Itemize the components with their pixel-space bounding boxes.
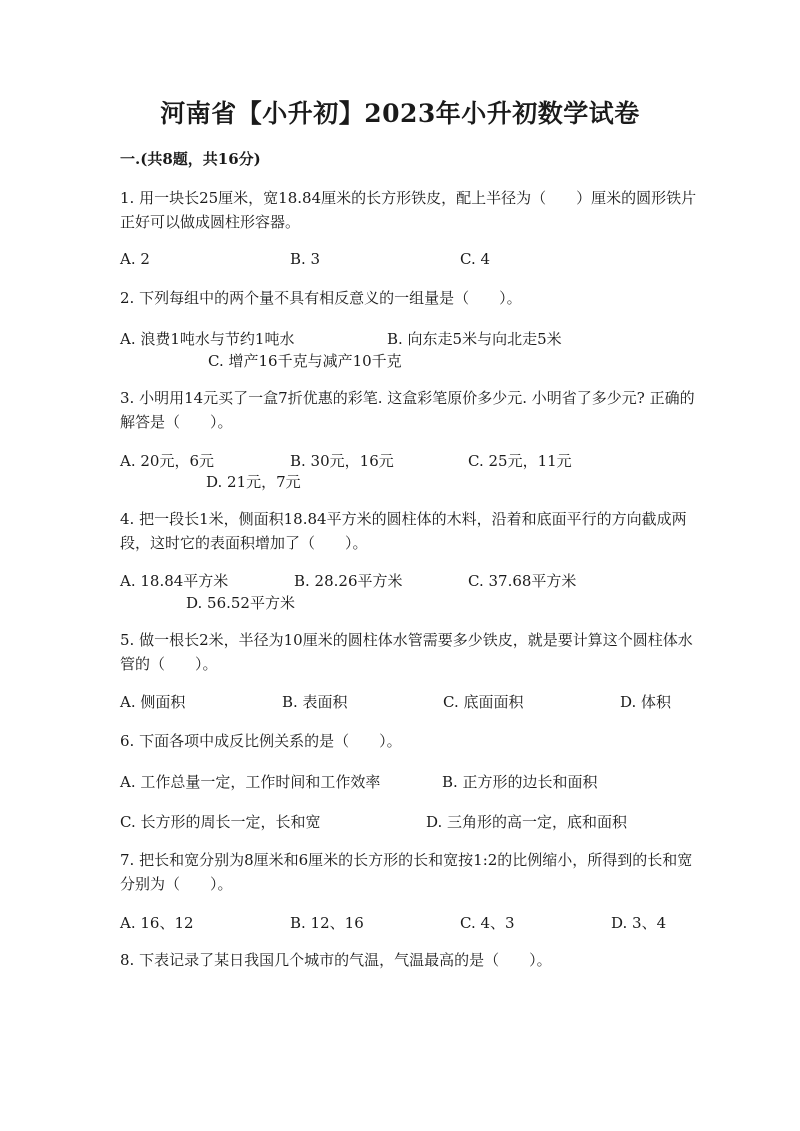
section-heading: 一.(共8题，共16分) [120,150,261,168]
question-7-option-d[interactable]: D. 3、4 [611,914,667,932]
question-5-option-d[interactable]: D. 体积 [620,693,672,711]
question-4-option-b[interactable]: B. 28.26平方米 [294,572,403,590]
question-4-option-d[interactable]: D. 56.52平方米 [186,594,295,612]
question-6-stem: 6. 下面各项中成反比例关系的是（ ）。 [120,732,402,750]
question-3-option-a[interactable]: A. 20元，6元 [120,452,214,470]
question-7-option-a[interactable]: A. 16、12 [120,914,194,932]
question-2-option-a[interactable]: A. 浪费1吨水与节约1吨水 [120,330,295,348]
question-3-stem: 3. 小明用14元买了一盒7折优惠的彩笔. 这盒彩笔原价多少元. 小明省了多少元? 正确的解答是（ ）。 [120,389,695,431]
question-5-option-c[interactable]: C. 底面面积 [443,693,524,711]
question-1-option-a[interactable]: A. 2 [120,250,150,268]
question-6-option-a[interactable]: A. 工作总量一定，工作时间和工作效率 [120,773,381,791]
question-1-option-c[interactable]: C. 4 [460,250,491,268]
question-3-option-d[interactable]: D. 21元，7元 [206,473,301,491]
question-6-option-c[interactable]: C. 长方形的周长一定，长和宽 [120,813,321,831]
question-1-stem: 1. 用一块长25厘米，宽18.84厘米的长方形铁皮，配上半径为（ ）厘米的圆形铁片正好可以做成圆柱形容器。 [120,189,697,231]
question-7-option-c[interactable]: C. 4、3 [460,914,515,932]
question-5-option-b[interactable]: B. 表面积 [282,693,348,711]
question-1-option-b[interactable]: B. 3 [290,250,321,268]
question-8-stem: 8. 下表记录了某日我国几个城市的气温，气温最高的是（ ）。 [120,951,552,969]
question-6-option-b[interactable]: B. 正方形的边长和面积 [442,773,598,791]
question-5-option-a[interactable]: A. 侧面积 [120,693,186,711]
question-4-option-a[interactable]: A. 18.84平方米 [120,572,229,590]
question-4-stem: 4. 把一段长1米，侧面积18.84平方米的圆柱体的木料，沿着和底面平行的方向截成两段，这时它的表面积增加了（ ）。 [120,510,687,552]
question-4-option-c[interactable]: C. 37.68平方米 [468,572,577,590]
question-5-stem: 5. 做一根长2米，半径为10厘米的圆柱体水管需要多少铁皮，就是要计算这个圆柱体水管的（ ）。 [120,631,693,673]
question-3-option-b[interactable]: B. 30元，16元 [290,452,394,470]
question-2-stem: 2. 下列每组中的两个量不具有相反意义的一组量是（ ）。 [120,289,522,307]
question-2-option-b[interactable]: B. 向东走5米与向北走5米 [387,330,562,348]
question-3-option-c[interactable]: C. 25元，11元 [468,452,572,470]
exam-title: 河南省【小升初】2023年小升初数学试卷 [160,99,640,128]
question-6-option-d[interactable]: D. 三角形的高一定，底和面积 [426,813,628,831]
question-7-stem: 7. 把长和宽分别为8厘米和6厘米的长方形的长和宽按1:2的比例缩小，所得到的长和宽分别为（ ）。 [120,851,693,893]
question-2-option-c[interactable]: C. 增产16千克与减产10千克 [208,352,402,370]
question-7-option-b[interactable]: B. 12、16 [290,914,364,932]
